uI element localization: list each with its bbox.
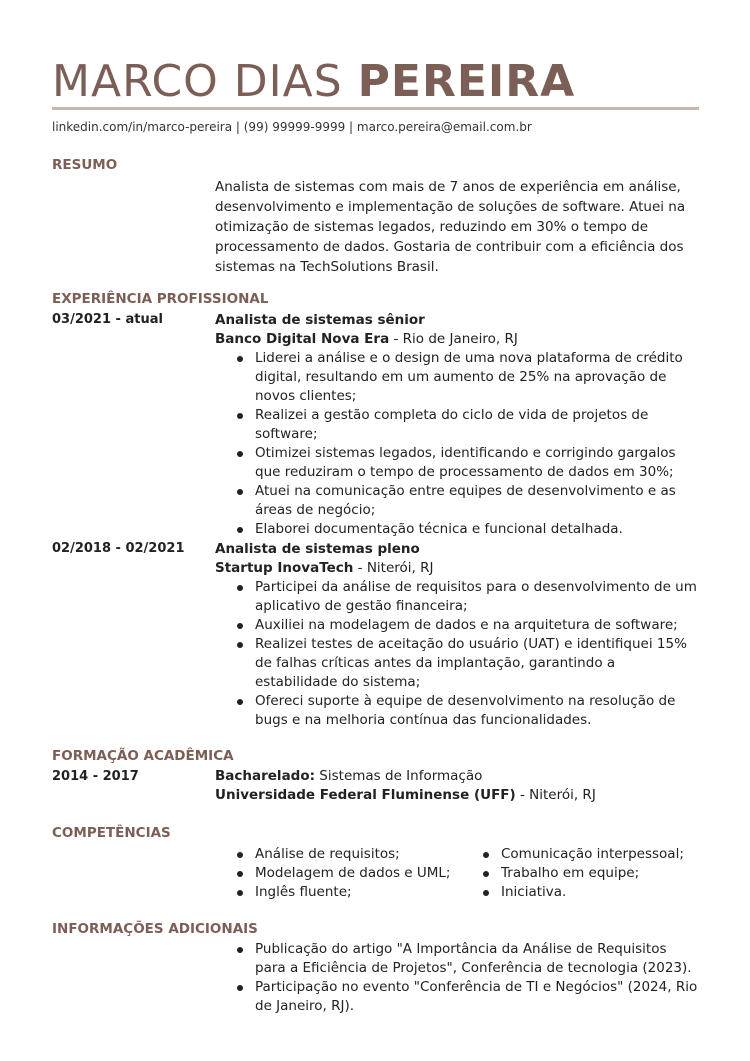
section-title-additional: INFORMAÇÕES ADICIONAIS [52, 921, 258, 937]
experience-entry [215, 311, 700, 539]
experience-location: - Rio de Janeiro, RJ [389, 331, 518, 347]
header-divider [52, 107, 699, 110]
bullet-icon [237, 852, 243, 858]
education-degree: Sistemas de Informação [315, 768, 483, 784]
first-names: MARCO DIAS [52, 56, 343, 107]
experience-company-line [215, 330, 700, 349]
experience-company: Banco Digital Nova Era [215, 331, 390, 347]
bullet-icon [237, 985, 243, 991]
list-item: Iniciativa. [479, 883, 684, 902]
bullet-icon [237, 451, 243, 457]
bullet-icon [237, 413, 243, 419]
bullet-icon [237, 585, 243, 591]
section-title-experience: EXPERIÊNCIA PROFISSIONAL [52, 291, 269, 307]
bullet-icon [483, 890, 489, 896]
education-location: - Niterói, RJ [515, 787, 596, 803]
list-item: Trabalho em equipe; [479, 864, 684, 883]
education-degree-label: Bacharelado: [215, 768, 316, 784]
list-item: Otimizei sistemas legados, identificando e corrigindo gargalos que reduziram o tempo de processamento de dados em 30%; [233, 444, 700, 482]
list-item: Publicação do artigo "A Importância da Análise de Requisitos para a Eficiência de Projetos", Conferência de tecnologia (2023). [233, 940, 700, 978]
experience-role: Analista de sistemas pleno [215, 541, 420, 557]
skills-column [233, 845, 479, 902]
last-name: PEREIRA [357, 56, 576, 107]
skills-list [215, 845, 700, 902]
education-institution: Universidade Federal Fluminense (UFF) [215, 787, 516, 803]
summary-text: Analista de sistemas com mais de 7 anos de experiência em análise, desenvolvimento e implementação de soluções de software. Atuei na otimização de sistemas legados, reduzindo em 30% o tempo de processamento de dados. Gostaria de contribuir com a eficiência dos sistemas na TechSolutions Brasil. [215, 179, 686, 275]
list-item: Ofereci suporte à equipe de desenvolvimento na resolução de bugs e na melhoria contínua das funcionalidades. [233, 692, 700, 730]
list-item: Análise de requisitos; [233, 845, 479, 864]
additional-info [215, 940, 700, 1016]
experience-role: Analista de sistemas sênior [215, 312, 425, 328]
education-institution-line [215, 786, 700, 805]
list-item: Auxiliei na modelagem de dados e na arquitetura de software; [233, 616, 700, 635]
list-item: Liderei a análise e o design de uma nova plataforma de crédito digital, resultando em um aumento de 25% na aprovação de novos clientes; [233, 349, 700, 406]
bullet-icon [237, 890, 243, 896]
education-entry [215, 767, 700, 805]
bullet-icon [483, 871, 489, 877]
bullet-icon [237, 871, 243, 877]
bullet-icon [237, 947, 243, 953]
list-item: Realizei testes de aceitação do usuário (UAT) e identifiquei 15% de falhas críticas antes da implantação, garantindo a estabilidade do sistema; [233, 635, 700, 692]
list-item: Realizei a gestão completa do ciclo de vida de projetos de software; [233, 406, 700, 444]
experience-entry [215, 540, 700, 730]
contact-line: linkedin.com/in/marco-pereira | (99) 99999-9999 | marco.pereira@email.com.br [52, 120, 532, 134]
experience-bullets [233, 578, 700, 730]
list-item: Modelagem de dados e UML; [233, 864, 479, 883]
experience-company: Startup InovaTech [215, 560, 354, 576]
section-title-education: FORMAÇÃO ACADÊMICA [52, 748, 234, 764]
bullet-icon [483, 852, 489, 858]
candidate-name [52, 58, 575, 106]
skills-column [479, 845, 684, 902]
experience-location: - Niterói, RJ [353, 560, 434, 576]
list-item: Inglês fluente; [233, 883, 479, 902]
experience-company-line [215, 559, 700, 578]
bullet-icon [237, 489, 243, 495]
list-item: Elaborei documentação técnica e funcional detalhada. [233, 520, 700, 539]
list-item: Atuei na comunicação entre equipes de desenvolvimento e as áreas de negócio; [233, 482, 700, 520]
education-degree-line [215, 767, 700, 786]
bullet-icon [237, 356, 243, 362]
education-dates: 2014 - 2017 [52, 769, 139, 784]
section-title-summary: RESUMO [52, 157, 118, 173]
experience-bullets [233, 349, 700, 539]
list-item: Comunicação interpessoal; [479, 845, 684, 864]
bullet-icon [237, 699, 243, 705]
experience-dates: 03/2021 - atual [52, 312, 163, 327]
additional-bullets [233, 940, 700, 1016]
bullet-icon [237, 642, 243, 648]
section-title-skills: COMPETÊNCIAS [52, 825, 171, 841]
experience-dates: 02/2018 - 02/2021 [52, 541, 185, 556]
bullet-icon [237, 527, 243, 533]
list-item: Participei da análise de requisitos para o desenvolvimento de um aplicativo de gestão financeira; [233, 578, 700, 616]
list-item: Participação no evento "Conferência de TI e Negócios" (2024, Rio de Janeiro, RJ). [233, 978, 700, 1016]
bullet-icon [237, 623, 243, 629]
